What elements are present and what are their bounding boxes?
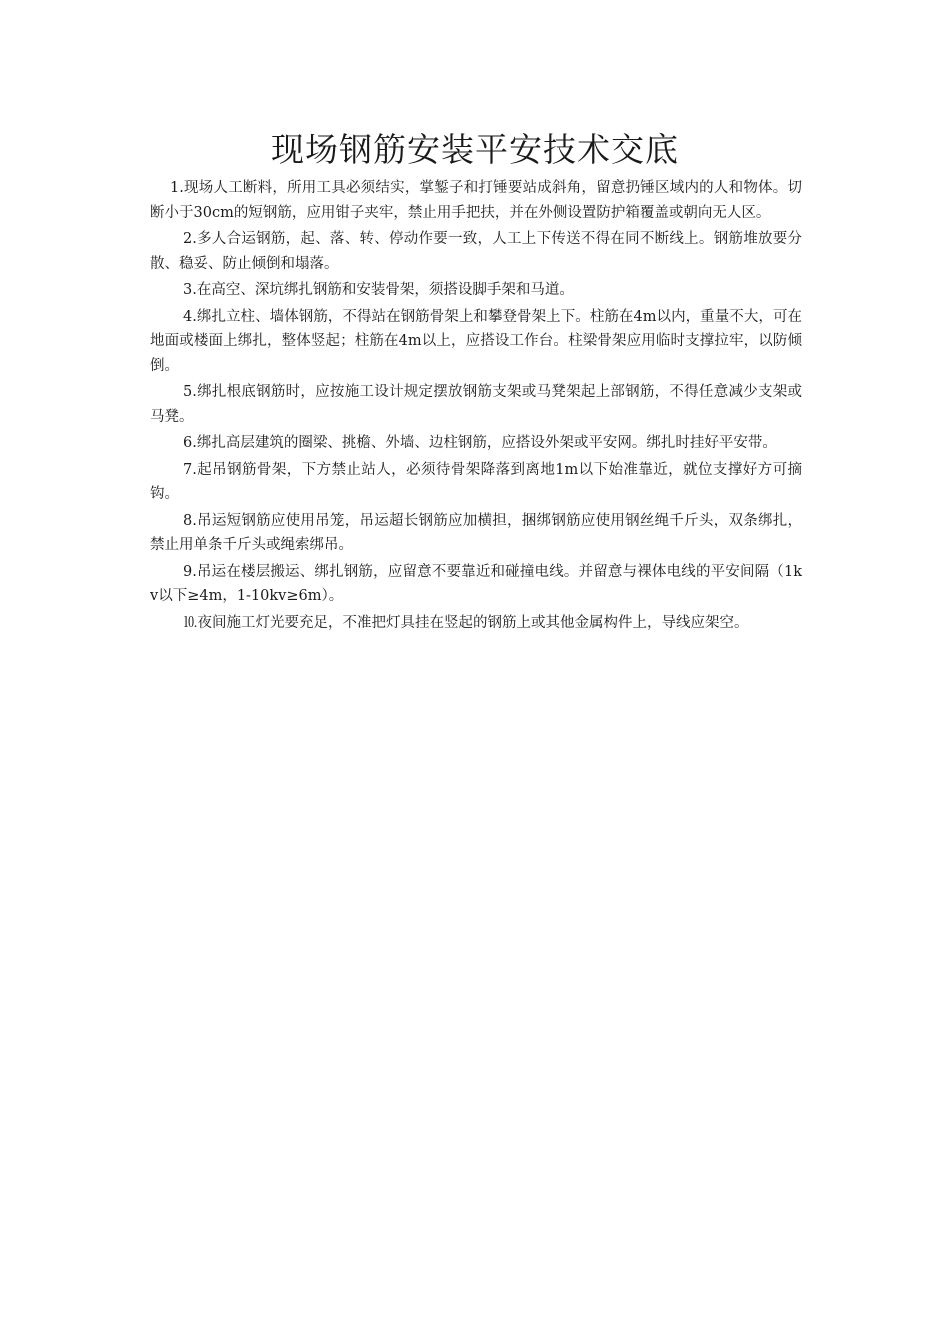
paragraph-4: 4.绑扎立柱、墙体钢筋，不得站在钢筋骨架上和攀登骨架上下。柱筋在4m以内，重量不大，可在地面或楼面上绑扎，整体竖起；柱筋在4m以上，应搭设工作台。柱梁骨架应用临时支撑拉牢，以防倾倒。 — [150, 308, 802, 374]
paragraph-3: 3.在高空、深坑绑扎钢筋和安装骨架，须搭设脚手架和马道。 — [183, 282, 574, 298]
paragraph-6: 6.绑扎高层建筑的圈梁、挑檐、外墙、边柱钢筋，应搭设外架或平安网。绑扎时挂好平安带。 — [183, 435, 777, 451]
paragraph-7: 7.起吊钢筋骨架，下方禁止站人，必须待骨架降落到离地1m以下始准靠近，就位支撑好方可摘钩。 — [150, 461, 802, 502]
paragraph-5: 5.绑扎根底钢筋时，应按施工设计规定摆放钢筋支架或马凳架起上部钢筋，不得任意减少支架或马凳。 — [150, 384, 802, 425]
paragraph-10: ⒑夜间施工灯光要充足，不准把灯具挂在竖起的钢筋上或其他金属构件上，导线应架空。 — [183, 614, 749, 631]
paragraph-2: 2.多人合运钢筋，起、落、转、停动作要一致，人工上下传送不得在同不断线上。钢筋堆放要分散、稳妥、防止倾倒和塌落。 — [150, 231, 802, 272]
paragraph-1: 1.现场人工断料，所用工具必须结实，掌錾子和打锤要站成斜角，留意扔锤区域内的人和物体。切断小于30cm的短钢筋，应用钳子夹牢，禁止用手把扶，并在外侧设置防护箱覆盖或朝向无人区。 — [150, 180, 802, 221]
paragraph-8: 8.吊运短钢筋应使用吊笼，吊运超长钢筋应加横担，捆绑钢筋应使用钢丝绳千斤头，双条绑扎，禁止用单条千斤头或绳索绑吊。 — [150, 512, 802, 553]
document-title: 现场钢筋安装平安技术交底 — [271, 130, 679, 169]
document-body — [150, 176, 802, 637]
paragraph-9: 9.吊运在楼层搬运、绑扎钢筋，应留意不要靠近和碰撞电线。并留意与裸体电线的平安间隔（1kv以下≥4m，1-10kv≥6m）。 — [150, 563, 802, 604]
